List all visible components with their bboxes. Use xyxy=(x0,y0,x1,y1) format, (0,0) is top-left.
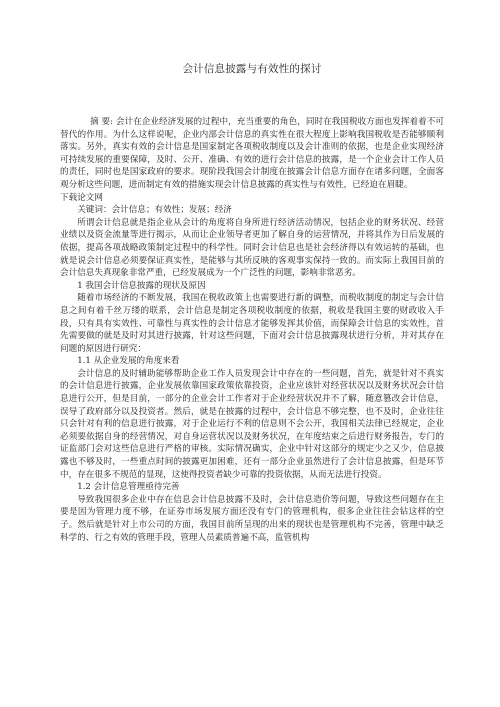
section-1-1-heading: 1.1 从企业发展的角度来看 xyxy=(77,356,180,367)
intro-paragraph: 所谓会计信息就是指企业从会计的角度将自身所进行经济活动情况，包括企业的财务状况、经营业绩以及资金流量等进行揭示，从而让企业领导者更加了解自身的运营情况，并将其作为日后发展的依据，提高各项战略政策制定过程中的科学性。同时会计信息也是社会经济得以有效运转的基础，也就是说会计信息必须要保证真实性，是能够与其所反映的客观事实保持一致的。而实际上我国目前的会计信息失真现象非常严重，已经发展成为一个广泛性的问题，影响非常恶劣。 xyxy=(60,217,444,279)
section-1-heading: 1 我国会计信息披露的现状及原因 xyxy=(77,280,206,291)
section-1-2-body: 导致我国很多企业中存在信息会计信息披露不及时，会计信息造价等问题，导致这些问题存在主要是因为管理力度不够，在证券市场发展方面还没有专门的管理机构，很多企业往往会钻这样的空子。然后就是针对上市公司的方面，我国目前所呈现的出来的现状也是管理机构不完善，管理中缺乏科学的、行之有效的管理手段，管理人员素质普遍不高，监管机构 xyxy=(60,494,444,543)
document-title: 会计信息披露与有效性的探讨 xyxy=(182,63,322,75)
section-1-body: 随着市场经济的不断发展，我国在税收政策上也需要进行新的调整，而税收制度的制定与会计信息之间有着千丝万缕的联系，会计信息是制定各项税收制度的依据，税收是我国主要的财政收入手段，只有具有实效性、可靠性与真实性的会计信息才能够发挥其价值，而保障会计信息的实效性，首先需要做的就是及时对其进行披露，针对这些问题，下面对会计信息披露现状进行分析，并对其存在问题的原因进行研究： xyxy=(60,293,444,354)
section-1-2-heading: 1.2 会计信息管理亟待完善 xyxy=(77,482,180,493)
keywords-paragraph: 关键词：会计信息；有效性；发展；经济 xyxy=(77,205,232,216)
download-link[interactable]: 下载论文网 xyxy=(60,192,103,203)
section-1-1-body: 会计信息的及时辅助能够帮助企业工作人员发现会计中存在的一些问题，首先，就是针对不真实的会计信息进行披露，企业发展依靠国家政策依靠投资，企业应该针对经营状况以及财务状况会计信息进行公开，但是目前，一部分的企业会计工作者对于企业经营状况并不了解，随意篡改会计信息，误导了政府部分以及投资者。然后，就是在披露的过程中，会计信息不够完整，也不及时，企业往往只会针对有利的信息进行披露，对于企业运行不利的信息则不会公开，我国相关法律已经规定，企业必须要依据自身的经营情况，对自身运营状况以及财务状况，在年度结束之后进行财务报告，专门的证监部门会对这些信息进行严格的审核。实际情况确实，企业中针对这部分的规定少之又少，信息披露也不够及时，一些重点时间的披露更加困难，还有一部分企业虽然进行了会计信息披露，但是环节中，存在很多不规范的显现，这使得投资者缺少可靠的投资依据，从而无法进行投资。 xyxy=(60,368,444,480)
abstract-paragraph: 摘 要: 会计在企业经济发展的过程中，充当重要的角色，同时在我国税收方面也发挥着着不可替代的作用。为什么这样说呢，企业内部会计信息的真实性在很大程度上影响我国税收是否能够顺利落实。另外，真实有效的会计信息是国家制定各项税收制度以及会计准则的依据，也是企业实现经济可持续发展的重要保障，及时、公开、准确、有效的进行会计信息的披露，是一个企业会计工作人员的责任，同时也是国家政府的要求。现阶段我国会计制度在披露会计信息方面存在诸多问题，全面客观分析这些问题，进而制定有效的措施实现会计信息披露的真实性与有效性，已经迫在眉睫。 xyxy=(60,117,444,190)
